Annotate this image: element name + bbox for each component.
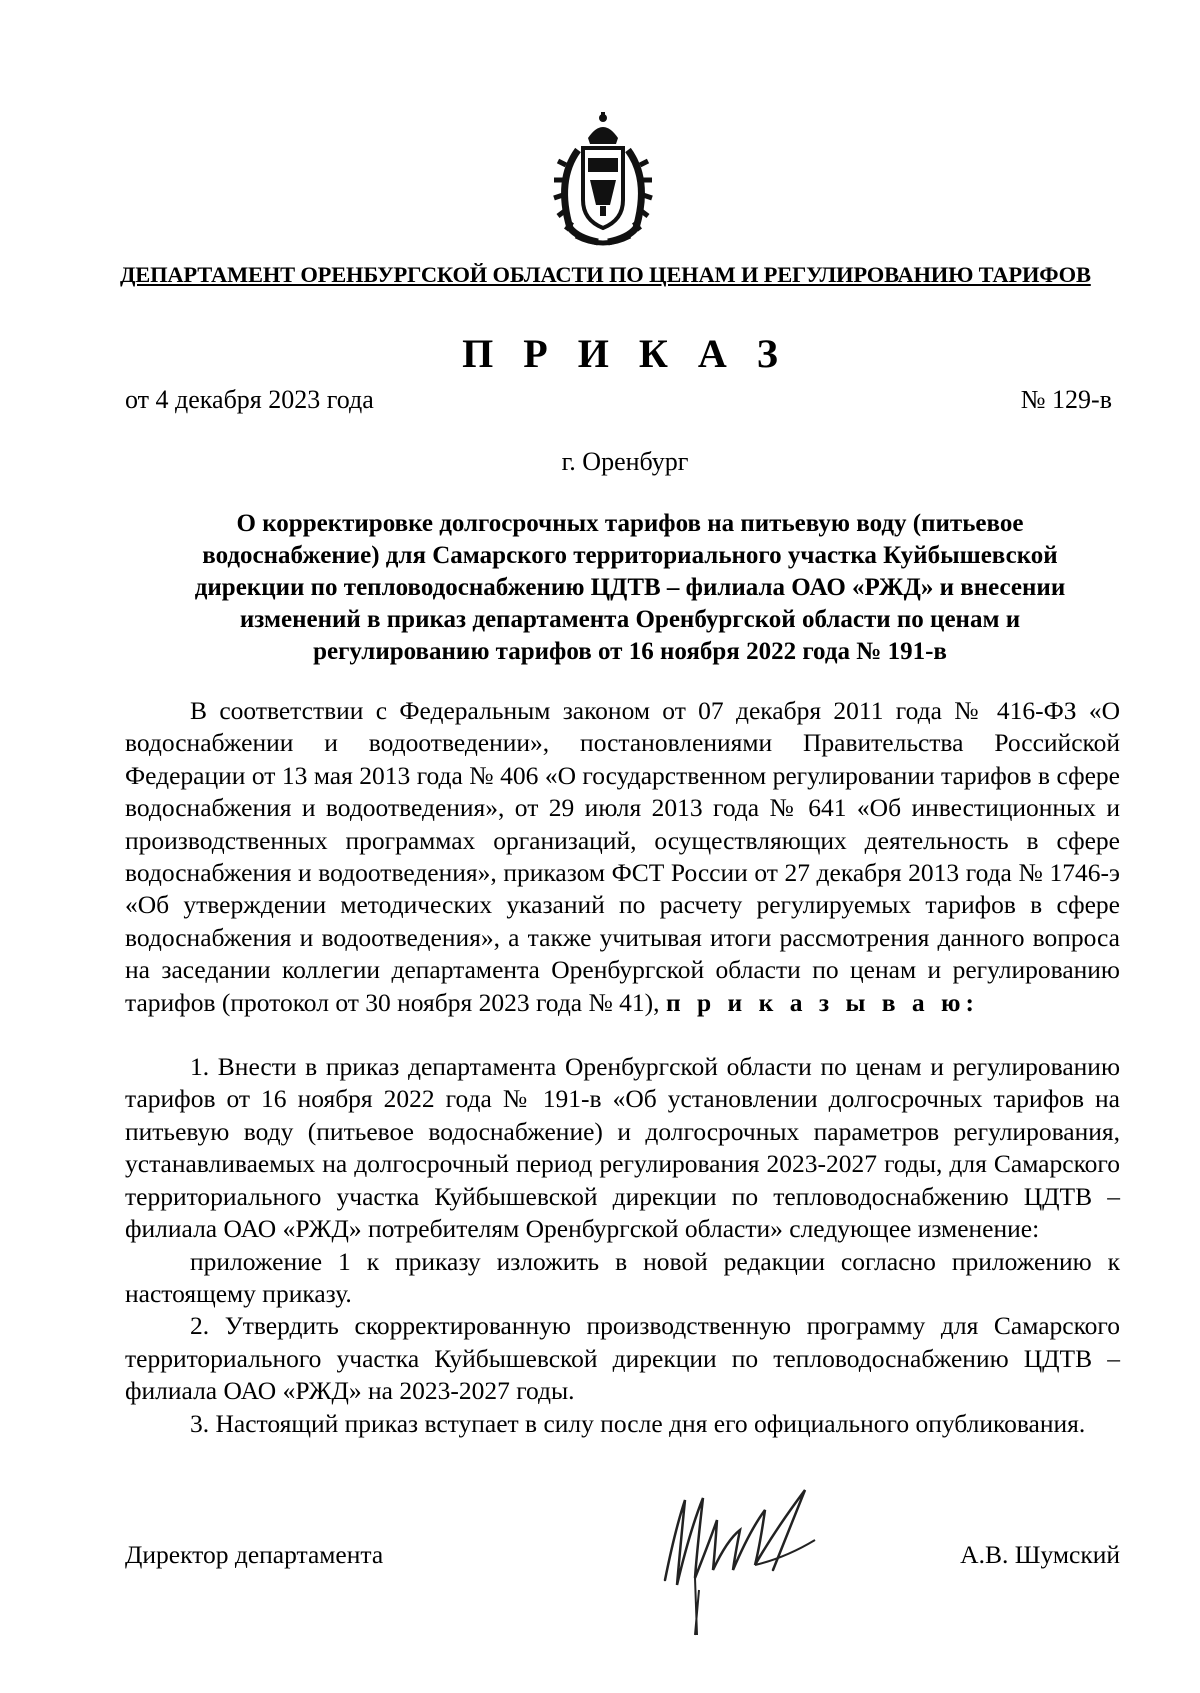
subject-line: дирекции по тепловодоснабжению ЦДТВ – филиала ОАО «РЖД» и внесении [194, 574, 1066, 601]
department-name: ДЕПАРТАМЕНТ ОРЕНБУРГСКОЙ ОБЛАСТИ ПО ЦЕНАМ И РЕГУЛИРОВАНИЮ ТАРИФОВ [120, 262, 1091, 287]
subject-line: изменений в приказ департамента Оренбургской области по ценам и [239, 606, 1021, 633]
order-subject [140, 508, 1120, 668]
item-3: 3. Настоящий приказ вступает в силу после дня его официального опубликования. [190, 1408, 1086, 1438]
item-2: 2. Утвердить скорректированную производственную программу для Самарского территориального участка Куйбышевской дирекции по тепловодоснабжению ЦДТВ – филиала ОАО «РЖД» на 2023-2027 годы. [125, 1311, 1120, 1406]
document-title: П Р И К А З [462, 331, 788, 376]
order-city: г. Оренбург [561, 447, 689, 476]
preamble-text: В соответствии с Федеральным законом от 07 декабря 2011 года № 416-ФЗ «О водоснабжении и водоотведении», постановлениями Правительства Российской Федерации от 13 мая 2013 года № 406 «О государственном регулировании тарифов в сфере водоснабжения и водоотведения», от 29 июля 2013 года № 641 «Об инвестиционных и производственных программах организаций, осуществляющих деятельность в сфере водоснабжения и водоотведения», приказом ФСТ России от 27 декабря 2013 года № 1746-э «Об утверждении методических указаний по расчету регулируемых тарифов в сфере водоснабжения и водоотведения», а также учитывая итоги рассмотрения данного вопроса на заседании коллегии департамента Оренбургской области по ценам и регулированию тарифов (протокол от 30 ноября 2023 года № 41), [125, 696, 1120, 1017]
item-1-sub: приложение 1 к приказу изложить в новой редакции согласно приложению к настоящему приказу. [125, 1246, 1120, 1308]
signer-name: А.В. Шумский [960, 1540, 1120, 1569]
item-1: 1. Внести в приказ департамента Оренбургской области по ценам и регулированию тарифов от 16 ноября 2022 года № 191-в «Об установлении долгосрочных тарифов на питьевую воду (питьевое водоснабжение) и долгосрочных параметров регулирования, устанавливаемых на долгосрочный период регулирования 2023-2027 годы, для Самарского территориального участка Куйбышевской дирекции по тепловодоснабжению ЦДТВ – филиала ОАО «РЖД» потребителям Оренбургской области» следующее изменение: [125, 1052, 1120, 1244]
order-body [125, 695, 1120, 1440]
signer-position: Директор департамента [125, 1540, 384, 1569]
subject-line: О корректировке долгосрочных тарифов на питьевую воду (питьевое [236, 510, 1024, 537]
subject-line: водоснабжение) для Самарского территориального участка Куйбышевской [202, 542, 1058, 569]
orders-word: п р и к а з ы в а ю: [665, 987, 979, 1017]
preamble-paragraph [125, 695, 1120, 1019]
subject-line: регулированию тарифов от 16 ноября 2022 года № 191-в [313, 638, 947, 665]
coat-of-arms-icon [548, 110, 658, 250]
handwritten-signature-icon [655, 1470, 855, 1640]
order-date: от 4 декабря 2023 года [125, 385, 374, 414]
order-number: № 129-в [1020, 385, 1112, 414]
